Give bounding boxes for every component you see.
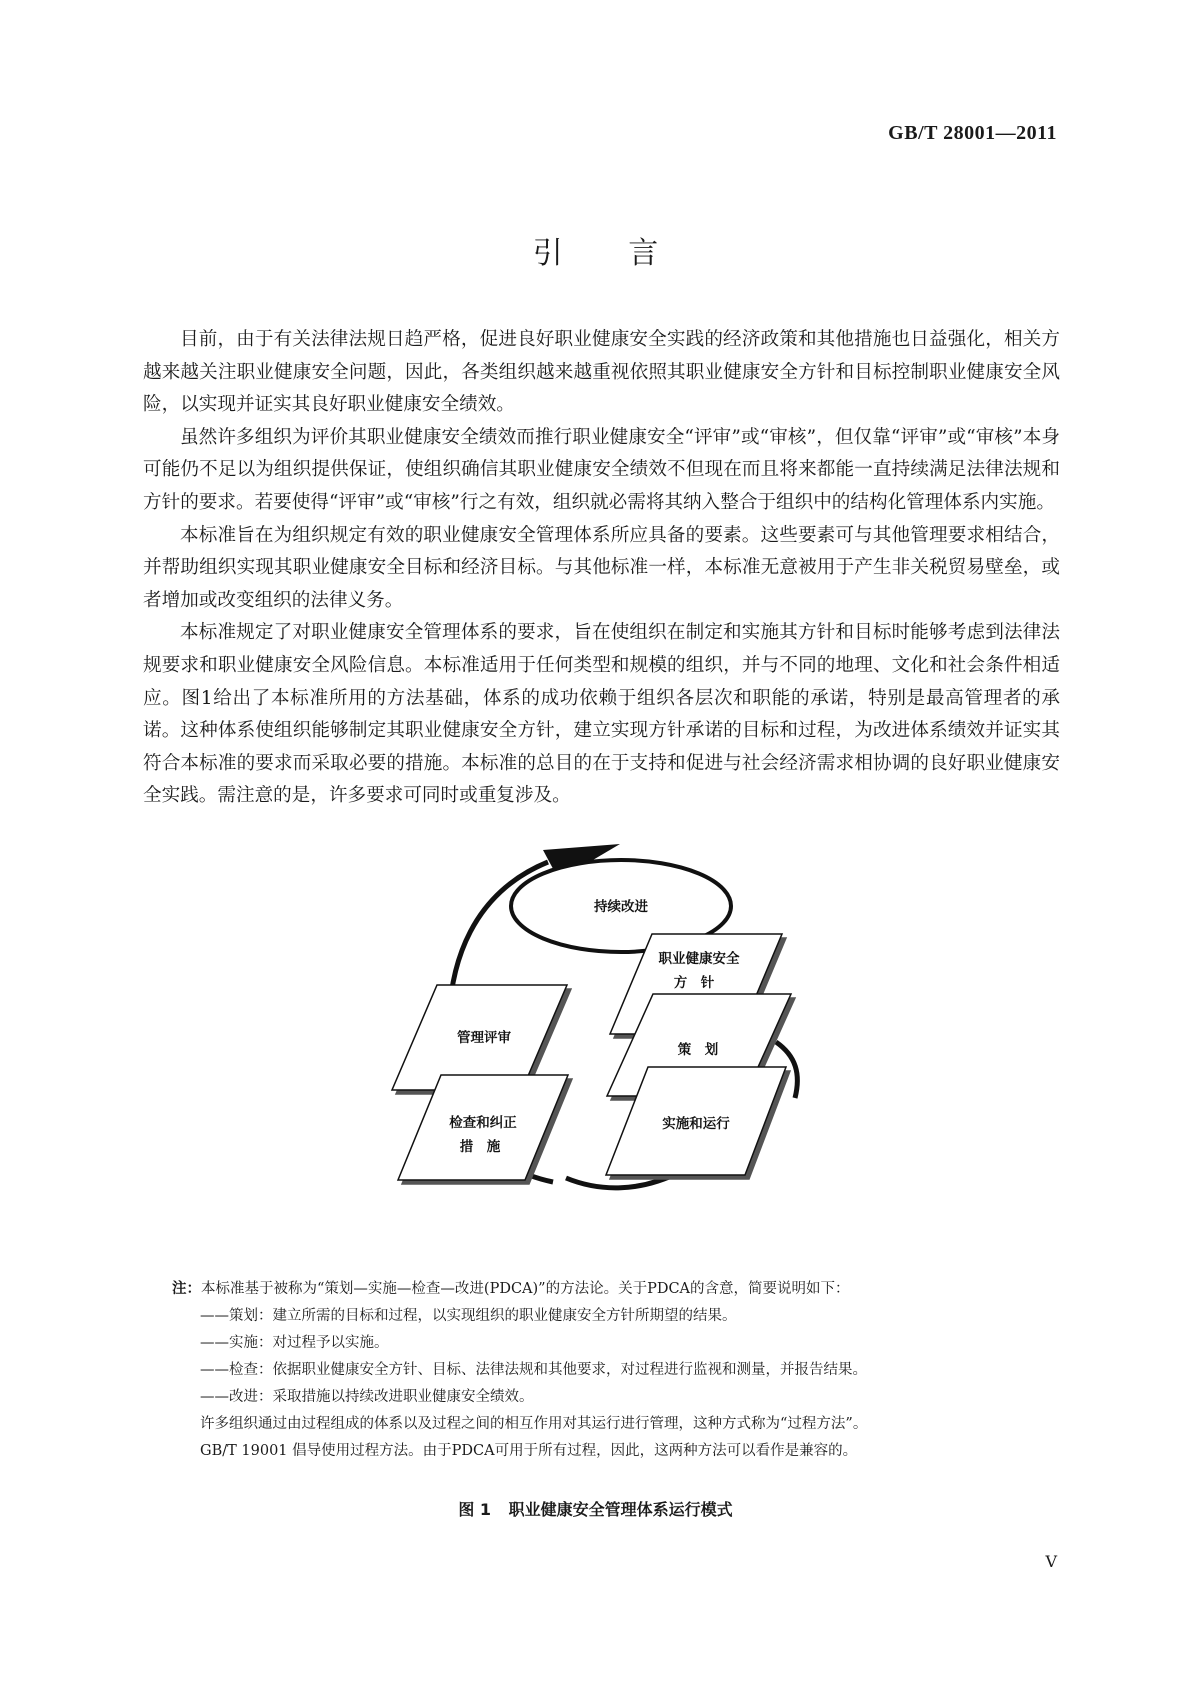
note-intro bbox=[172, 1276, 1052, 1303]
ohsms-model-figure bbox=[0, 842, 1191, 1272]
management-review-label: 管理评审 bbox=[457, 1030, 511, 1046]
note-intro-text: 本标准基于被称为“策划—实施—检查—改进(PDCA)”的方法论。关于PDCA的含意，简要说明如下： bbox=[201, 1281, 850, 1297]
figure-caption-text: 职业健康安全管理体系运行模式 bbox=[508, 1500, 733, 1519]
note-item: ——检查：依据职业健康安全方针、目标、法律法规和其他要求，对过程进行监视和测量，并报告结果。 bbox=[200, 1362, 867, 1378]
paragraph: 本标准旨在为组织规定有效的职业健康安全管理体系所应具备的要素。这些要素可与其他管理要求相结合，并帮助组织实现其职业健康安全目标和经济目标。与其他标准一样，本标准无意被用于产生非关税贸易壁垒，或者增加或改变组织的法律义务。 bbox=[143, 524, 1060, 611]
page-title bbox=[0, 228, 1191, 272]
standard-code: GB/T 28001—2011 bbox=[888, 122, 1057, 144]
planning-label: 策 划 bbox=[677, 1042, 719, 1058]
paragraph: 虽然许多组织为评价其职业健康安全绩效而推行职业健康安全“评审”或“审核”，但仅靠“评审”或“审核”本身可能仍不足以为组织提供保证，使组织确信其职业健康安全绩效不但现在而且将来都能一直持续满足法律法规和方针的要求。若要使得“评审”或“审核”行之有效，组织就必需将其纳入整合于组织中的结构化管理体系内实施。 bbox=[143, 426, 1060, 513]
note-item: ——改进：采取措施以持续改进职业健康安全绩效。 bbox=[200, 1389, 534, 1405]
figure-caption-label: 图 1 bbox=[458, 1500, 492, 1519]
policy-label-line1: 职业健康安全 bbox=[658, 951, 740, 967]
figure-caption bbox=[0, 1497, 1191, 1520]
note-closing-line-2: GB/T 19001 倡导使用过程方法。由于PDCA可用于所有过程，因此，这两种方法可以看作是兼容的。 bbox=[200, 1443, 858, 1459]
checking-label-line2: 措 施 bbox=[459, 1139, 501, 1155]
note-item: ——实施：对过程予以实施。 bbox=[200, 1335, 389, 1351]
note-item: ——策划：建立所需的目标和过程，以实现组织的职业健康安全方针所期望的结果。 bbox=[200, 1308, 737, 1324]
continual-improvement-label: 持续改进 bbox=[594, 899, 648, 915]
paragraph: 目前，由于有关法律法规日趋严格，促进良好职业健康安全实践的经济政策和其他措施也日益强化，相关方越来越关注职业健康安全问题，因此，各类组织越来越重视依照其职业健康安全方针和目标控制职业健康安全风险，以实现并证实其良好职业健康安全绩效。 bbox=[143, 329, 1060, 416]
checking-label-line1: 检查和纠正 bbox=[449, 1115, 517, 1131]
note-label: 注： bbox=[172, 1281, 201, 1297]
title-char-1: 引 bbox=[532, 236, 563, 271]
note-closing-line-1: 许多组织通过由过程组成的体系以及过程之间的相互作用对其运行进行管理，这种方式称为“过程方法”。 bbox=[200, 1416, 868, 1432]
title-char-2: 言 bbox=[628, 236, 659, 271]
paragraph: 本标准规定了对职业健康安全管理体系的要求，旨在使组织在制定和实施其方针和目标时能够考虑到法律法规要求和职业健康安全风险信息。本标准适用于任何类型和规模的组织，并与不同的地理、文化和社会条件相适应。图1给出了本标准所用的方法基础，体系的成功依赖于组织各层次和职能的承诺，特别是最高管理者的承诺。这种体系使组织能够制定其职业健康安全方针，建立实现方针承诺的目标和过程，为改进体系绩效并证实其符合本标准的要求而采取必要的措施。本标准的总目的在于支持和促进与社会经济需求相协调的良好职业健康安全实践。需注意的是，许多要求可同时或重复涉及。 bbox=[143, 622, 1060, 807]
page-number: V bbox=[1045, 1552, 1057, 1571]
figure-notes bbox=[172, 1276, 1052, 1465]
pdca-diagram bbox=[0, 842, 1191, 1272]
implementation-label: 实施和运行 bbox=[662, 1116, 730, 1132]
body-text bbox=[143, 324, 1060, 813]
policy-label-line2: 方 针 bbox=[673, 975, 715, 991]
